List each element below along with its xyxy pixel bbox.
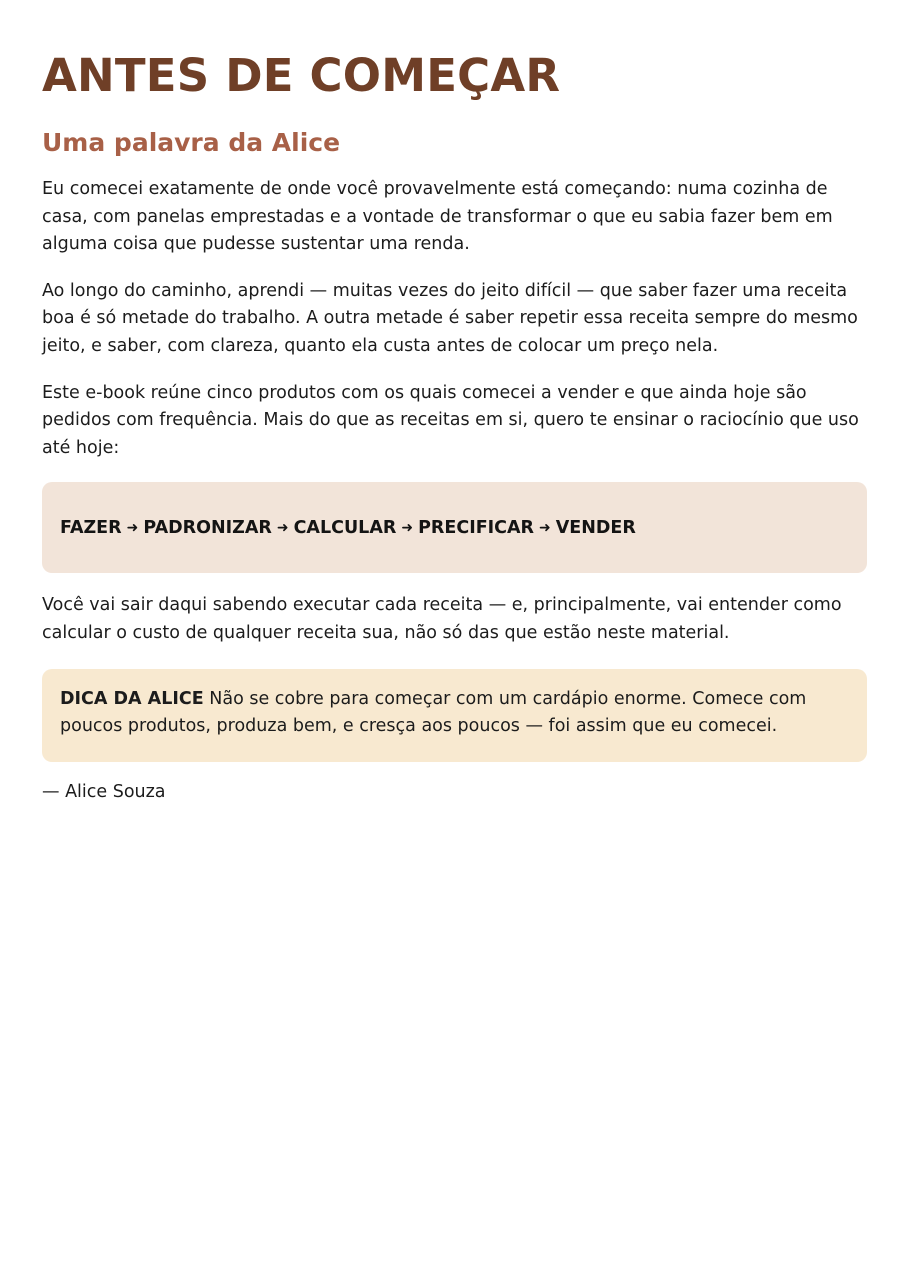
tip-label: DICA DA ALICE: [60, 688, 204, 709]
document-page: [42, 0, 867, 806]
flow-step-padronizar: PADRONIZAR: [143, 517, 272, 538]
flow-step-vender: VENDER: [555, 517, 636, 538]
author-signature: — Alice Souza: [42, 781, 166, 802]
intro-paragraph-2: Ao longo do caminho, aprendi — muitas vezes do jeito difícil — que saber fazer uma receita boa é só metade do trabalho. A outra metade é saber repetir essa receita sempre do mesmo jeito, e saber, com clareza, quanto ela custa antes de colocar um preço nela.: [42, 280, 858, 356]
page-title: ANTES DE COMEÇAR: [42, 49, 561, 102]
intro-paragraph-4: Você vai sair daqui sabendo executar cada receita — e, principalmente, vai entender como calcular o custo de qualquer receita sua, não só das que estão neste material.: [42, 595, 842, 643]
flow-step-precificar: PRECIFICAR: [418, 517, 535, 538]
tip-callout: [42, 669, 867, 762]
flow-step-calcular: CALCULAR: [293, 517, 397, 538]
tip-content: [60, 686, 849, 741]
tip-text: Não se cobre para começar com um cardápio enorme. Comece com poucos produtos, produza bem, e cresça aos poucos — foi assim que eu comecei.: [60, 688, 807, 737]
arrow-right-icon: ➜: [539, 519, 551, 536]
intro-paragraph-3: Este e-book reúne cinco produtos com os quais comecei a vender e que ainda hoje são pedidos com frequência. Mais do que as receitas em si, quero te ensinar o raciocínio que uso até hoje:: [42, 382, 859, 458]
arrow-right-icon: ➜: [401, 519, 414, 536]
intro-paragraph-1: Eu comecei exatamente de onde você provavelmente está começando: numa cozinha de casa, com panelas emprestadas e a vontade de transformar o que eu sabia fazer bem em alguma coisa que pudesse sustentar uma renda.: [42, 179, 833, 255]
process-flow-box: [42, 482, 867, 573]
flow-step-fazer: FAZER: [60, 517, 122, 538]
process-flow: [60, 518, 636, 538]
arrow-right-icon: ➜: [126, 519, 139, 536]
page-subtitle: Uma palavra da Alice: [42, 128, 341, 157]
arrow-right-icon: ➜: [276, 519, 289, 536]
